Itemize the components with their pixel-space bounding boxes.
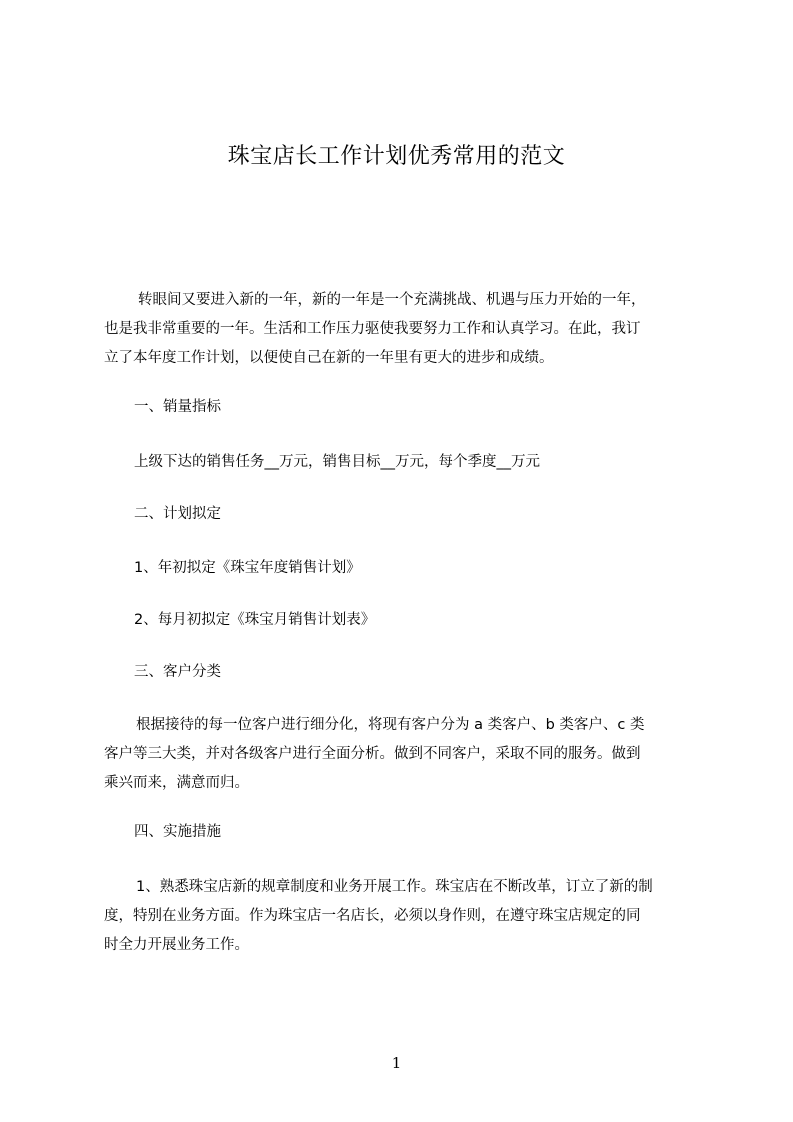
plan-item-annual: 1、年初拟定《珠宝年度销售计划》 — [134, 560, 361, 576]
paragraph-line: 1、熟悉珠宝店新的规章制度和业务开展工作。珠宝店在不断改革，订立了新的制 — [136, 879, 653, 895]
paragraph-line: 度，特别在业务方面。作为珠宝店一名店长，必须以身作则，在遵守珠宝店规定的同 — [104, 908, 641, 924]
section-heading-measures: 四、实施措施 — [134, 824, 221, 840]
sales-target-text: 上级下达的销售任务__万元，销售目标__万元，每个季度__万元 — [134, 454, 540, 470]
section-heading-customers: 三、客户分类 — [134, 664, 221, 680]
page-number: 1 — [391, 1054, 402, 1072]
section-heading-plan: 二、计划拟定 — [134, 506, 221, 522]
paragraph-line: 立了本年度工作计划，以便使自己在新的一年里有更大的进步和成绩。 — [104, 350, 554, 366]
paragraph-line: 时全力开展业务工作。 — [104, 937, 249, 953]
section-heading-sales: 一、销量指标 — [134, 399, 221, 415]
paragraph-line: 转眼间又要进入新的一年，新的一年是一个充满挑战、机遇与压力开始的一年， — [138, 292, 646, 308]
document-title: 珠宝店长工作计划优秀常用的范文 — [227, 144, 566, 169]
paragraph-line: 根据接待的每一位客户进行细分化，将现有客户分为 a 类客户、b 类客户、c 类 — [136, 717, 645, 733]
paragraph-line: 客户等三大类，并对各级客户进行全面分析。做到不同客户，采取不同的服务。做到 — [104, 746, 641, 762]
intro-paragraph — [104, 286, 698, 373]
paragraph-line: 乘兴而来，满意而归。 — [104, 775, 249, 791]
plan-item-monthly: 2、每月初拟定《珠宝月销售计划表》 — [134, 612, 376, 628]
customer-classification-paragraph — [104, 711, 698, 798]
measures-item-paragraph — [104, 873, 698, 960]
paragraph-line: 也是我非常重要的一年。生活和工作压力驱使我要努力工作和认真学习。在此，我订 — [104, 321, 641, 337]
